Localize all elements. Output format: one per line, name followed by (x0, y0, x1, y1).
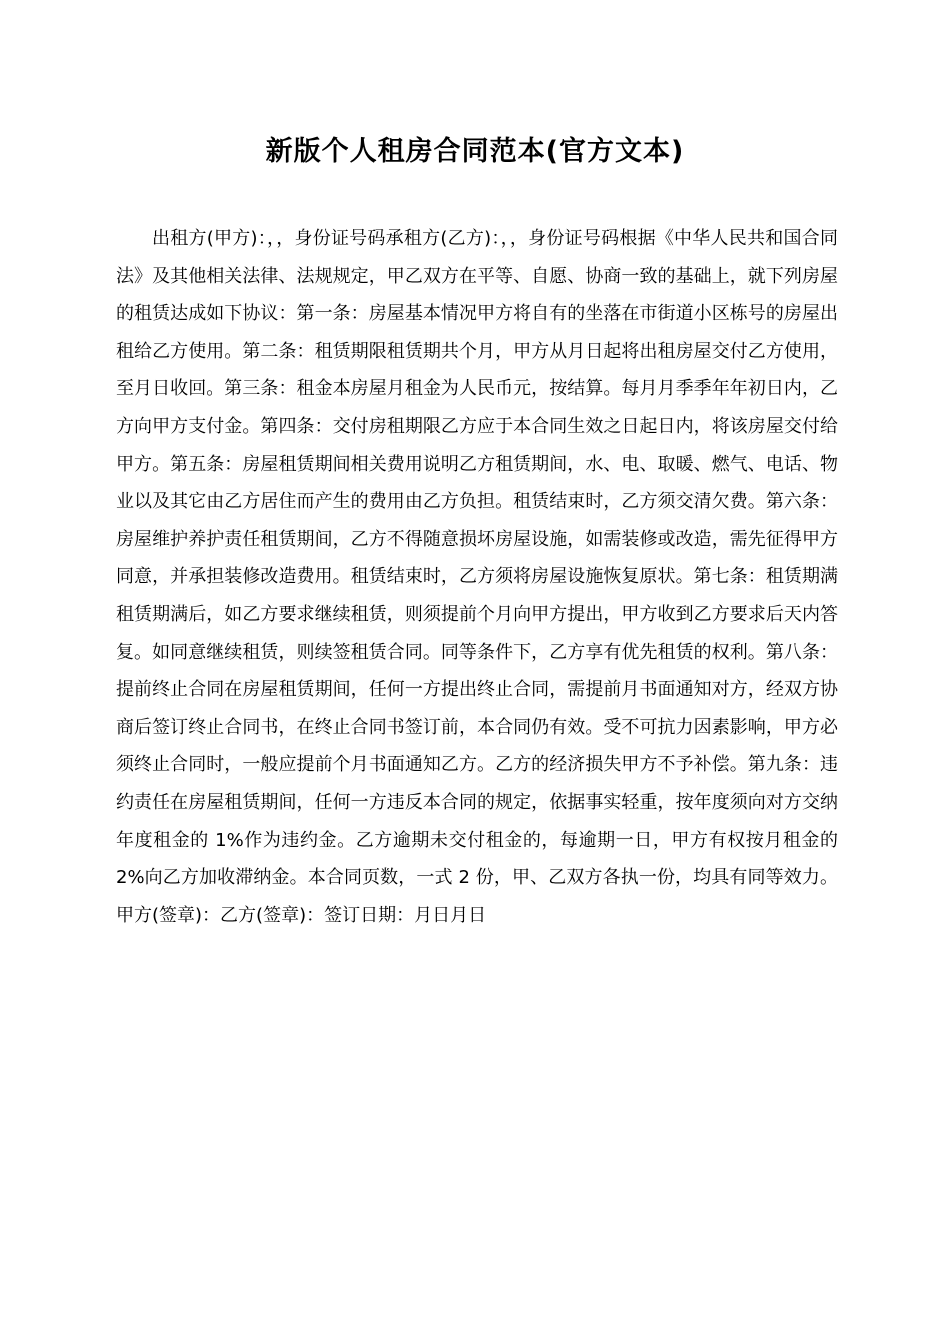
document-title: 新版个人租房合同范本(官方文本) (265, 136, 685, 167)
document-body-paragraph: 出租方(甲方)：，，身份证号码承租方(乙方)：，，身份证号码根据《中华人民共和国合同法》及其他相关法律、法规规定，甲乙双方在平等、自愿、协商一致的基础上，就下列房屋的租赁达成如下协议：第一条：房屋基本情况甲方将自有的坐落在市街道小区栋号的房屋出租给乙方使用。第二条：租赁期限租赁期共个月，甲方从月日起将出租房屋交付乙方使用，至月日收回。第三条：租金本房屋月租金为人民币元，按结算。每月月季季年年初日内，乙方向甲方支付金。第四条：交付房租期限乙方应于本合同生效之日起日内，将该房屋交付给甲方。第五条：房屋租赁期间相关费用说明乙方租赁期间，水、电、取暖、燃气、电话、物业以及其它由乙方居住而产生的费用由乙方负担。租赁结束时，乙方须交清欠费。第六条：房屋维护养护责任租赁期间，乙方不得随意损坏房屋设施，如需装修或改造，需先征得甲方同意，并承担装修改造费用。租赁结束时，乙方须将房屋设施恢复原状。第七条：租赁期满租赁期满后，如乙方要求继续租赁，则须提前个月向甲方提出，甲方收到乙方要求后天内答复。如同意继续租赁，则续签租赁合同。同等条件下，乙方享有优先租赁的权利。第八条：提前终止合同在房屋租赁期间，任何一方提出终止合同，需提前月书面通知对方，经双方协商后签订终止合同书，在终止合同书签订前，本合同仍有效。受不可抗力因素影响，甲方必须终止合同时，一般应提前个月书面通知乙方。乙方的经济损失甲方不予补偿。第九条：违约责任在房屋租赁期间，任何一方违反本合同的规定，依据事实轻重，按年度须向对方交纳年度租金的 1%作为违约金。乙方逾期未交付租金的，每逾期一日，甲方有权按月租金的 2%向乙方加收滞纳金。本合同页数，一式 2 份，甲、乙双方各执一份，均具有同等效力。甲方(签章)：乙方(签章)：签订日期：月日月日 (116, 228, 838, 926)
